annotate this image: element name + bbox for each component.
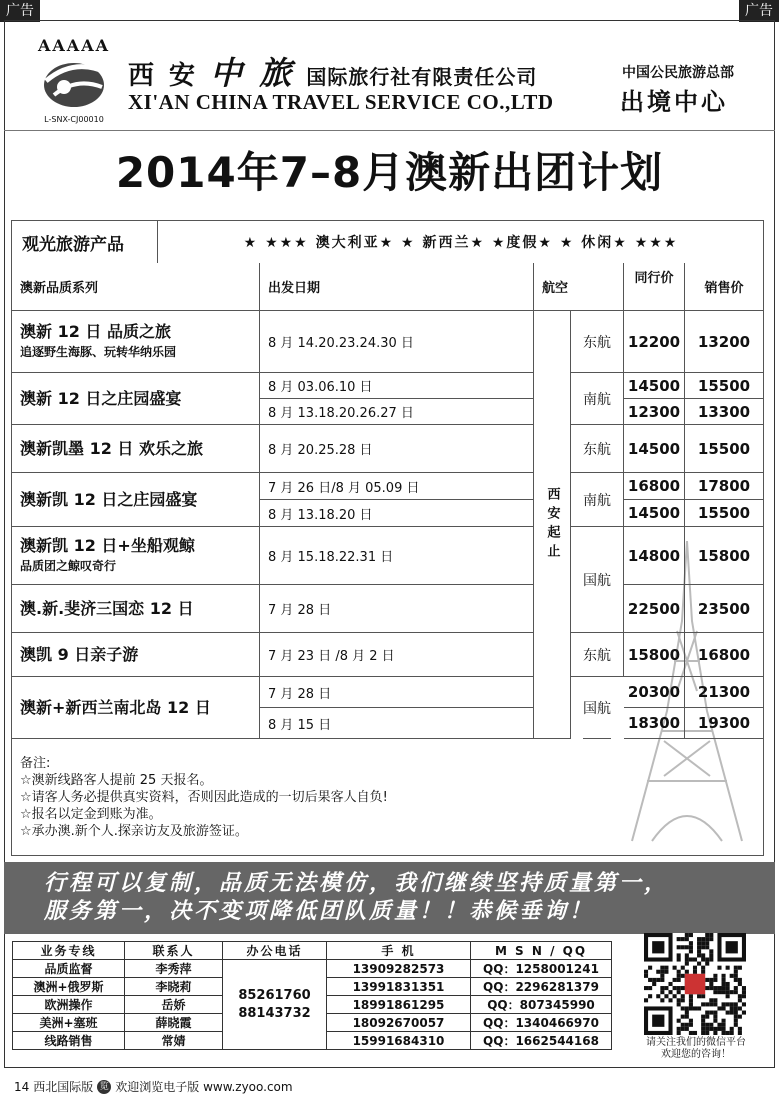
peer-price: 14800 xyxy=(624,527,685,585)
airline: 国航 xyxy=(571,527,624,633)
contact-person: 李秀萍 xyxy=(125,960,223,978)
tour-name xyxy=(12,633,260,677)
tour-title: 澳新 12 日之庄园盛宴 xyxy=(20,388,182,408)
contacts-header: 办公电话 xyxy=(223,942,327,960)
sale-price: 23500 xyxy=(685,585,764,633)
departure-date: 8 月 14.20.23.24.30 日 xyxy=(260,311,534,373)
footer-website[interactable]: 欢迎浏览电子版 www.zyoo.com xyxy=(115,1080,293,1094)
sale-price: 13200 xyxy=(685,311,764,373)
airline: 南航 xyxy=(571,373,624,425)
departure-date: 8 月 15.18.22.31 日 xyxy=(260,527,534,585)
tour-subtitle: 追逐野生海豚、玩转华纳乐园 xyxy=(20,344,177,359)
sale-price: 16800 xyxy=(685,633,764,677)
departure-date: 7 月 26 日/8 月 05.09 日 xyxy=(260,473,534,500)
sale-price: 17800 xyxy=(685,473,764,500)
tour-name xyxy=(12,373,260,425)
note-item: ☆澳新线路客人提前 25 天报名。 xyxy=(20,773,213,788)
peer-price: 12300 xyxy=(624,399,685,425)
sale-price: 13300 xyxy=(685,399,764,425)
tour-name xyxy=(12,473,260,527)
contact-person: 常婧 xyxy=(125,1032,223,1050)
wechat-qr-code[interactable] xyxy=(644,933,746,1035)
contact-line: 品质监督 xyxy=(13,960,125,978)
page-title: 2014年7–8月澳新出团计划 xyxy=(115,148,664,197)
peer-price: 16800 xyxy=(624,473,685,500)
office-phone-2: 88143732 xyxy=(238,1005,311,1021)
office-phone-1: 85261760 xyxy=(238,987,311,1003)
company-name-prefix: 西 安 xyxy=(128,61,199,91)
ad-tag-right: 广告 xyxy=(739,0,779,22)
departure-date: 8 月 20.25.28 日 xyxy=(260,425,534,473)
company-logo xyxy=(24,36,124,124)
tour-name xyxy=(12,585,260,633)
contact-line: 澳洲+俄罗斯 xyxy=(13,978,125,996)
slogan-line: 服务第一，决不变项降低团队质量！！恭候垂询！ xyxy=(44,899,595,924)
header-air: 航空 xyxy=(534,263,624,311)
header-series: 澳新品质系列 xyxy=(12,263,260,311)
contact-mobile: 18092670057 xyxy=(327,1014,471,1032)
peer-price: 14500 xyxy=(624,500,685,527)
contact-mobile: 18991861295 xyxy=(327,996,471,1014)
header-peer: 同行价 xyxy=(624,263,685,311)
table-row xyxy=(13,960,612,978)
hq-label: 中国公民旅游总部 xyxy=(622,65,734,81)
departure-date: 8 月 03.06.10 日 xyxy=(260,373,534,399)
airline: 国航 xyxy=(583,677,611,739)
tour-name xyxy=(12,527,260,585)
note-item: ☆承办澳.新个人.探亲访友及旅游签证。 xyxy=(20,824,248,839)
contact-qq: QQ：2296281379 xyxy=(471,978,612,996)
category-label: 观光旅游产品 xyxy=(12,221,158,263)
contacts-header-row xyxy=(13,942,612,960)
contact-person: 李晓莉 xyxy=(125,978,223,996)
qr-note-line: 请关注我们的微信平台 xyxy=(646,1037,746,1048)
license-number: L-SNX-CJ00010 xyxy=(44,115,104,124)
tour-name xyxy=(12,425,260,473)
departure-date: 7 月 23 日 /8 月 2 日 xyxy=(260,633,534,677)
sale-price: 15500 xyxy=(685,425,764,473)
peer-price: 14500 xyxy=(624,425,685,473)
departure-city: 西安起止 xyxy=(534,311,571,739)
tour-subtitle: 品质团之鲸叹奇行 xyxy=(20,558,117,573)
tour-name xyxy=(12,677,260,739)
sale-price: 19300 xyxy=(685,708,764,739)
slogan-banner xyxy=(4,862,775,934)
dept-label: 出境中心 xyxy=(620,88,728,116)
contact-line: 线路销售 xyxy=(13,1032,125,1050)
destination-banner: ★ ★★★ 澳大利亚★ ★ 新西兰★ ★度假★ ★ 休闲★ ★★★ xyxy=(243,235,679,251)
departure-date: 8 月 15 日 xyxy=(260,708,534,739)
airline: 东航 xyxy=(571,633,624,677)
contacts-header: 业务专线 xyxy=(13,942,125,960)
ad-tag-left: 广告 xyxy=(0,0,40,22)
company-brand: 中 旅 xyxy=(210,54,295,92)
departure-date: 8 月 13.18.20 日 xyxy=(260,500,534,527)
contact-mobile: 13991831351 xyxy=(327,978,471,996)
contact-line: 欧洲操作 xyxy=(13,996,125,1014)
sale-price: 15800 xyxy=(685,527,764,585)
contact-mobile: 13909282573 xyxy=(327,960,471,978)
sale-price: 21300 xyxy=(685,677,764,708)
peer-price: 18300 xyxy=(624,708,685,739)
airline: 南航 xyxy=(571,473,624,527)
contact-qq: QQ：807345990 xyxy=(471,996,612,1014)
tour-title: 澳新凯 12 日+坐船观鲸 xyxy=(20,535,195,555)
tour-title: 澳.新.斐济三国恋 12 日 xyxy=(20,598,194,618)
page-number: 14 xyxy=(14,1079,30,1094)
contact-line: 美洲+塞班 xyxy=(13,1014,125,1032)
tour-name xyxy=(12,311,260,373)
tour-title: 澳新 12 日 品质之旅 xyxy=(20,321,171,341)
header-sale: 销售价 xyxy=(685,263,764,311)
logo-rating: AAAAA xyxy=(37,36,111,55)
browse-badge-icon: 览 xyxy=(97,1080,111,1094)
peer-price: 20300 xyxy=(624,677,685,708)
contact-person: 岳娇 xyxy=(125,996,223,1014)
qr-note xyxy=(626,1037,766,1061)
departure-date: 7 月 28 日 xyxy=(260,677,534,708)
departure-date: 8 月 13.18.20.26.27 日 xyxy=(260,399,534,425)
company-name-suffix: 国际旅行社有限责任公司 xyxy=(306,65,538,89)
notes-label: 备注: xyxy=(20,756,51,771)
contacts-header: 手 机 xyxy=(327,942,471,960)
peer-price: 12200 xyxy=(624,311,685,373)
peer-price: 14500 xyxy=(624,373,685,399)
company-name-en: XI'AN CHINA TRAVEL SERVICE CO.,LTD xyxy=(128,90,554,114)
contact-qq: QQ：1662544168 xyxy=(471,1032,612,1050)
tour-table xyxy=(11,220,764,856)
contact-qq: QQ：1258001241 xyxy=(471,960,612,978)
qr-note-line: 欢迎您的咨询！ xyxy=(661,1049,731,1060)
footer xyxy=(14,1078,293,1095)
sale-price: 15500 xyxy=(685,500,764,527)
airline: 东航 xyxy=(571,425,624,473)
contacts-table xyxy=(12,941,612,1050)
notes xyxy=(20,755,388,840)
header-date: 出发日期 xyxy=(260,263,534,311)
airline: 东航 xyxy=(571,311,624,373)
contact-mobile: 15991684310 xyxy=(327,1032,471,1050)
note-item: ☆请客人务必提供真实资料，否则因此造成的一切后果客人自负! xyxy=(20,790,388,805)
office-phone xyxy=(223,960,327,1050)
company-name-cn xyxy=(128,48,537,94)
tour-title: 澳凯 9 日亲子游 xyxy=(20,644,139,664)
tour-title: 澳新+新西兰南北岛 12 日 xyxy=(20,697,211,717)
departure-date: 7 月 28 日 xyxy=(260,585,534,633)
contacts-header: 联系人 xyxy=(125,942,223,960)
contact-qq: QQ：1340466970 xyxy=(471,1014,612,1032)
header-divider xyxy=(4,130,775,131)
section-name: 西北国际版 xyxy=(33,1080,94,1094)
note-item: ☆报名以定金到账为准。 xyxy=(20,807,162,822)
sale-price: 15500 xyxy=(685,373,764,399)
contacts-header: M S N / QQ xyxy=(471,942,612,960)
logo-emblem-icon xyxy=(24,55,124,111)
peer-price: 22500 xyxy=(624,585,685,633)
tour-title: 澳新凯墨 12 日 欢乐之旅 xyxy=(20,438,203,458)
peer-price: 15800 xyxy=(624,633,685,677)
tour-title: 澳新凯 12 日之庄园盛宴 xyxy=(20,489,198,509)
slogan-line: 行程可以复制，品质无法模仿，我们继续坚持质量第一， xyxy=(44,871,670,896)
contact-person: 薛晓霞 xyxy=(125,1014,223,1032)
